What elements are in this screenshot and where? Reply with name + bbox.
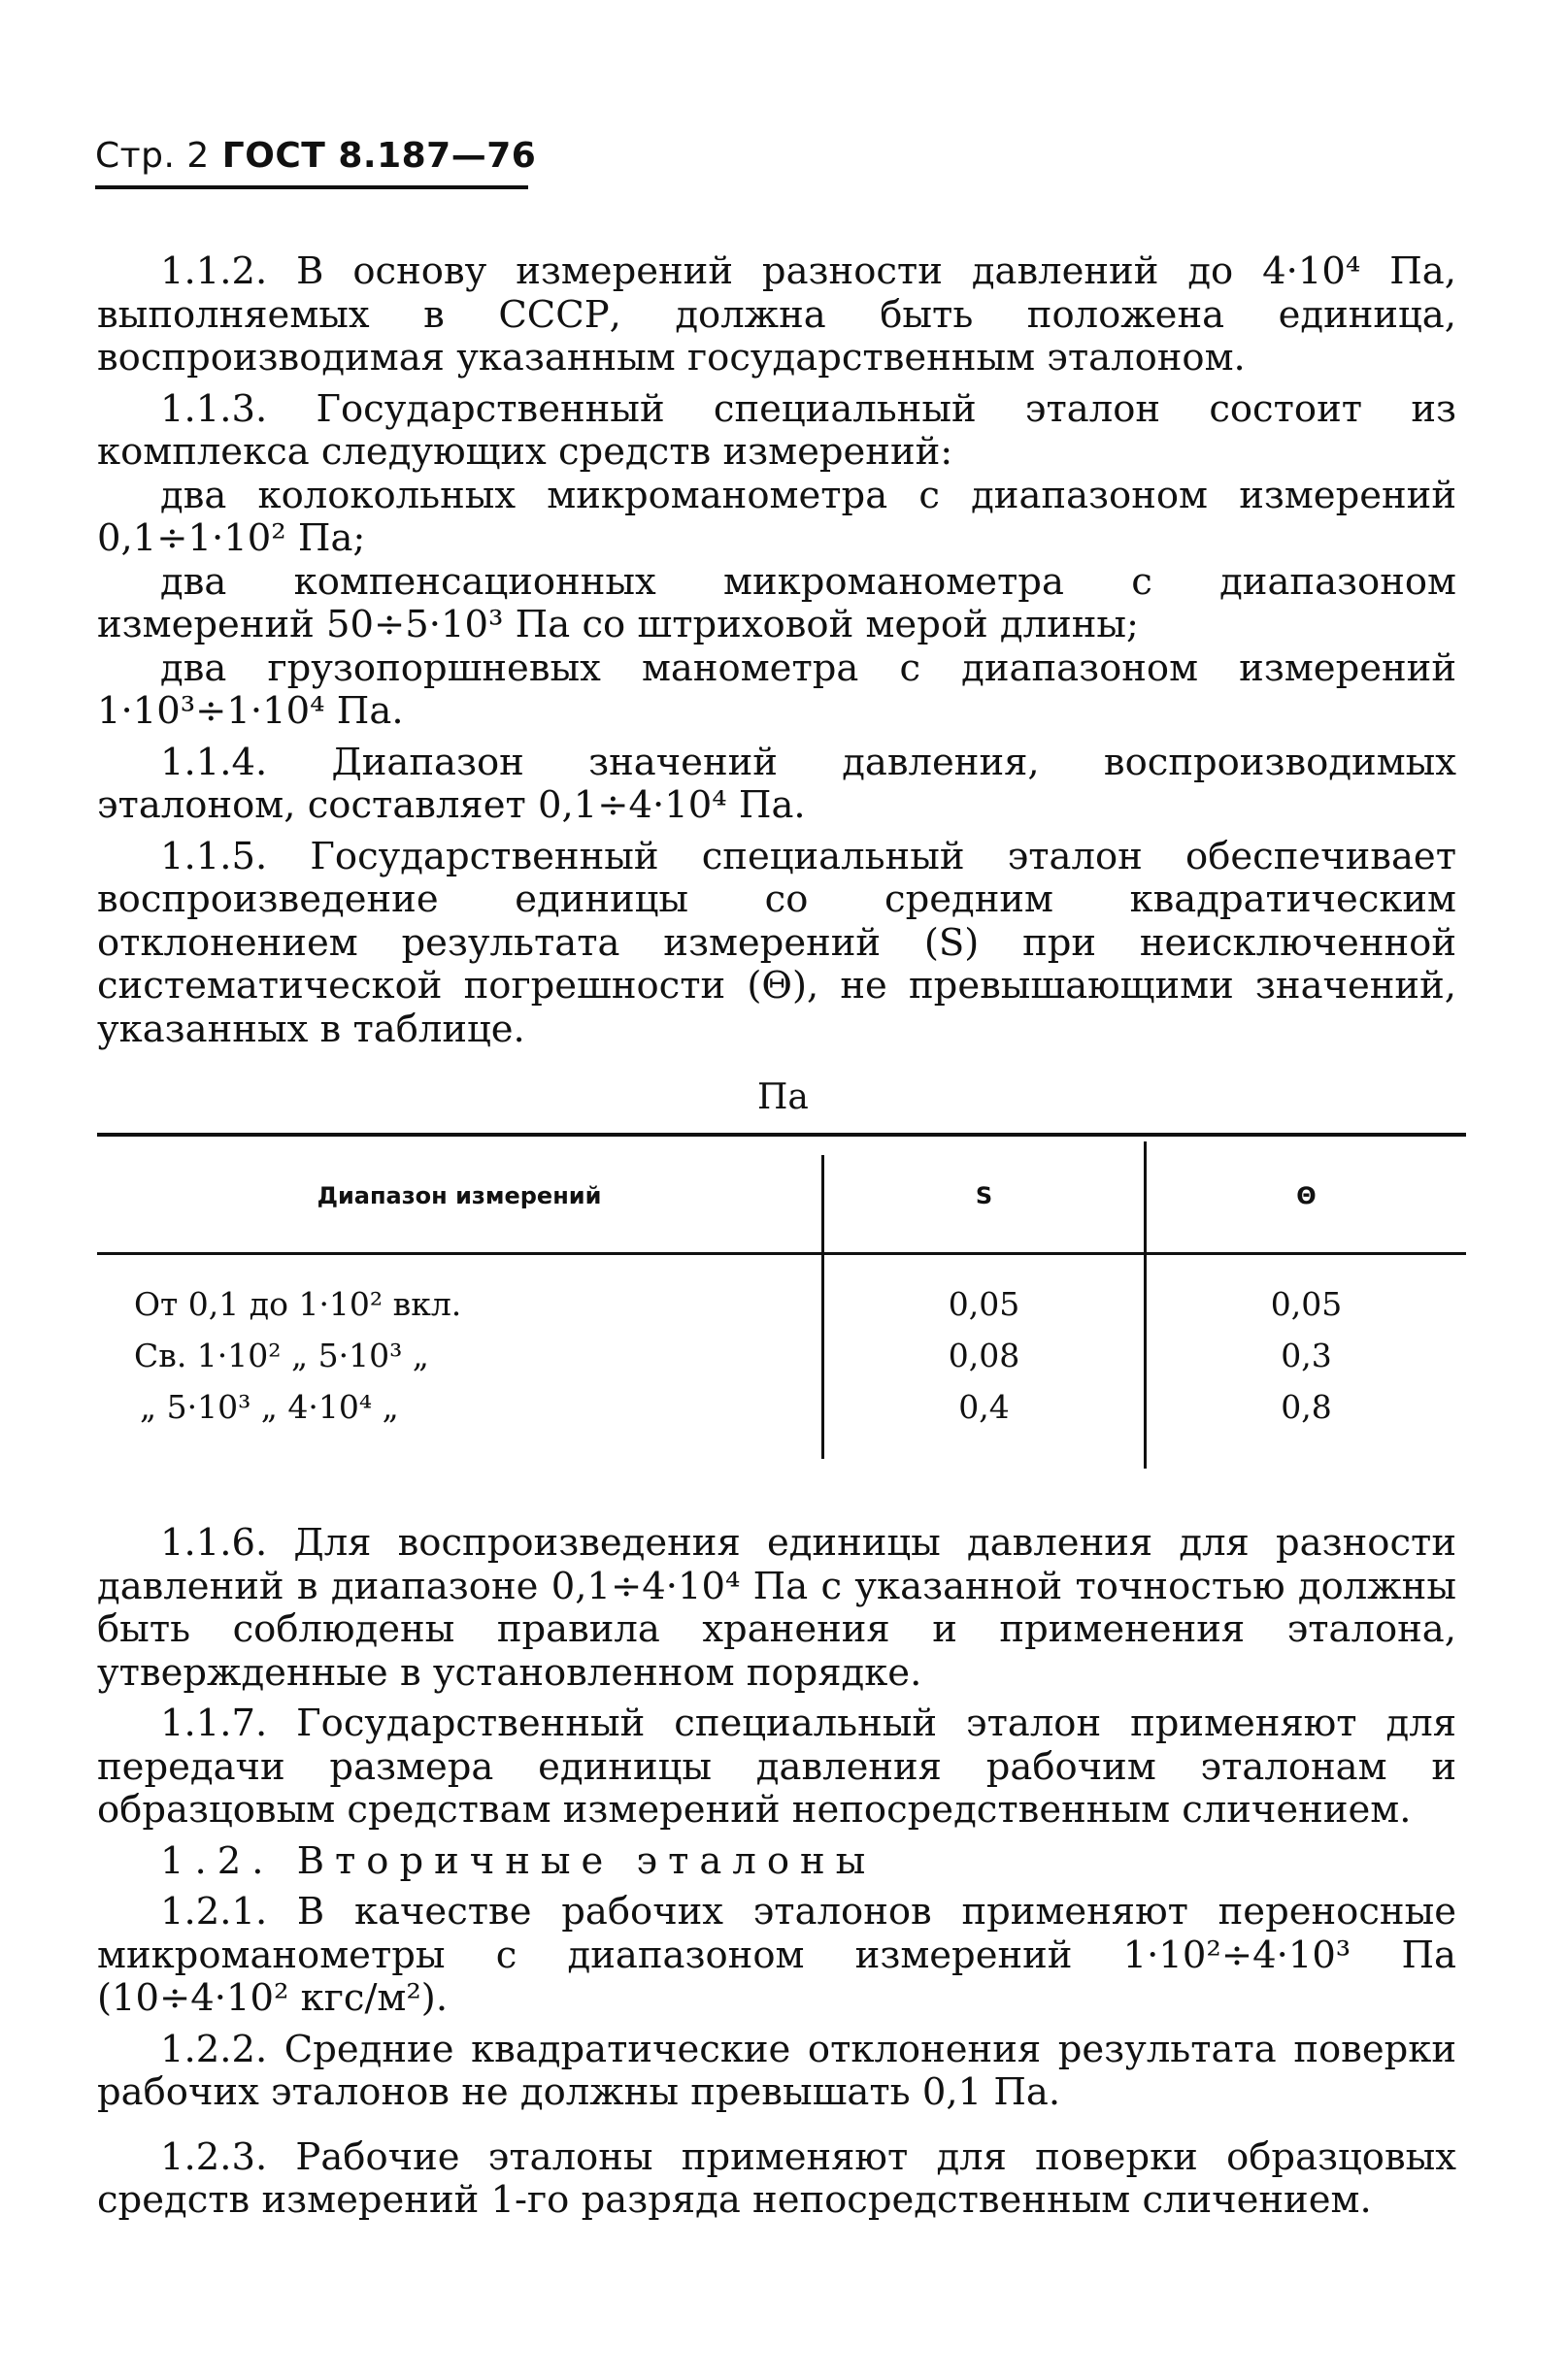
- list-item-bell-micromanometer: два колокольных микроманометра с диапазоном измерений 0,1÷1·10² Па;: [97, 473, 1456, 560]
- paragraph-1-2-2: 1.2.2. Средние квадратические отклонения результата поверки рабочих эталонов не должны превышать 0,1 Па.: [97, 2027, 1456, 2114]
- table-cell-theta: 0,05: [1270, 1285, 1343, 1323]
- table-cell-range: Св. 1·10² „ 5·10³ „: [134, 1337, 429, 1374]
- table-header-s: S: [975, 1182, 993, 1209]
- table-top-rule: [97, 1133, 1466, 1137]
- table-cell-range: „ 5·10³ „ 4·10⁴ „: [140, 1388, 399, 1426]
- table-cell-s: 0,08: [948, 1337, 1020, 1374]
- header-divider: [95, 185, 528, 189]
- table-header-range: Диапазон измерений: [317, 1182, 602, 1209]
- paragraph-1-1-7: 1.1.7. Государственный специальный эталон применяют для передачи размера единицы давления рабочим эталонам и образцовым средствам измерений непосредственным сличением.: [97, 1702, 1456, 1832]
- list-item-compensation-micromanometer: два компенсационных микроманометра с диапазоном измерений 50÷5·10³ Па со штриховой мерой длины;: [97, 559, 1456, 646]
- body-text-top: [97, 250, 1456, 1051]
- paragraph-1-2-3: 1.2.3. Рабочие эталоны применяют для поверки образцовых средств измерений 1-го разряда непосредственным сличением.: [97, 2134, 1456, 2222]
- table-cell-s: 0,4: [958, 1388, 1010, 1426]
- paragraph-1-1-2: 1.1.2. В основу измерений разности давлений до 4·10⁴ Па, выполняемых в СССР, должна быть положена единица, воспроизводимая указанным государственным эталоном.: [97, 249, 1456, 380]
- table-unit-label: Па: [757, 1077, 809, 1117]
- paragraph-1-1-3: 1.1.3. Государственный специальный эталон состоит из комплекса следующих средств измерений:: [97, 386, 1456, 474]
- page-number: Стр. 2: [95, 136, 210, 176]
- table-cell-theta: 0,8: [1281, 1388, 1332, 1426]
- paragraph-1-1-4: 1.1.4. Диапазон значений давления, воспроизводимых эталоном, составляет 0,1÷4·10⁴ Па.: [97, 740, 1456, 827]
- standard-code: ГОСТ 8.187—76: [221, 136, 537, 176]
- table-header-rule: [97, 1252, 1466, 1255]
- paragraph-1-2-1: 1.2.1. В качестве рабочих эталонов применяют переносные микроманометры с диапазоном измерений 1·10²÷4·10³ Па (10÷4·10² кгс/м²).: [97, 1890, 1456, 2020]
- table-cell-theta: 0,3: [1281, 1337, 1332, 1374]
- page-header: [95, 136, 536, 176]
- paragraph-1-1-5: 1.1.5. Государственный специальный эталон обеспечивает воспроизведение единицы со средним квадратическим отклонением результата измерений (S) при неисключенной систематической погрешности (Θ), не превышающими значений, указанных в таблице.: [97, 834, 1456, 1051]
- table-cell-s: 0,05: [948, 1285, 1020, 1323]
- table-header-theta: Θ: [1296, 1182, 1317, 1209]
- section-heading-secondary-standards: 1.2. Вторичные эталоны: [160, 1838, 877, 1883]
- table-cell-range: От 0,1 до 1·10² вкл.: [134, 1285, 462, 1323]
- body-text-bottom: [97, 1522, 1456, 2223]
- paragraph-1-1-6: 1.1.6. Для воспроизведения единицы давления для разности давлений в диапазоне 0,1÷4·10⁴ Па с указанной точностью должны быть соблюдены правила хранения и применения эталона, утвержденные в установленном порядке.: [97, 1521, 1456, 1695]
- list-item-deadweight-manometer: два грузопоршневых манометра с диапазоном измерений 1·10³÷1·10⁴ Па.: [97, 645, 1456, 733]
